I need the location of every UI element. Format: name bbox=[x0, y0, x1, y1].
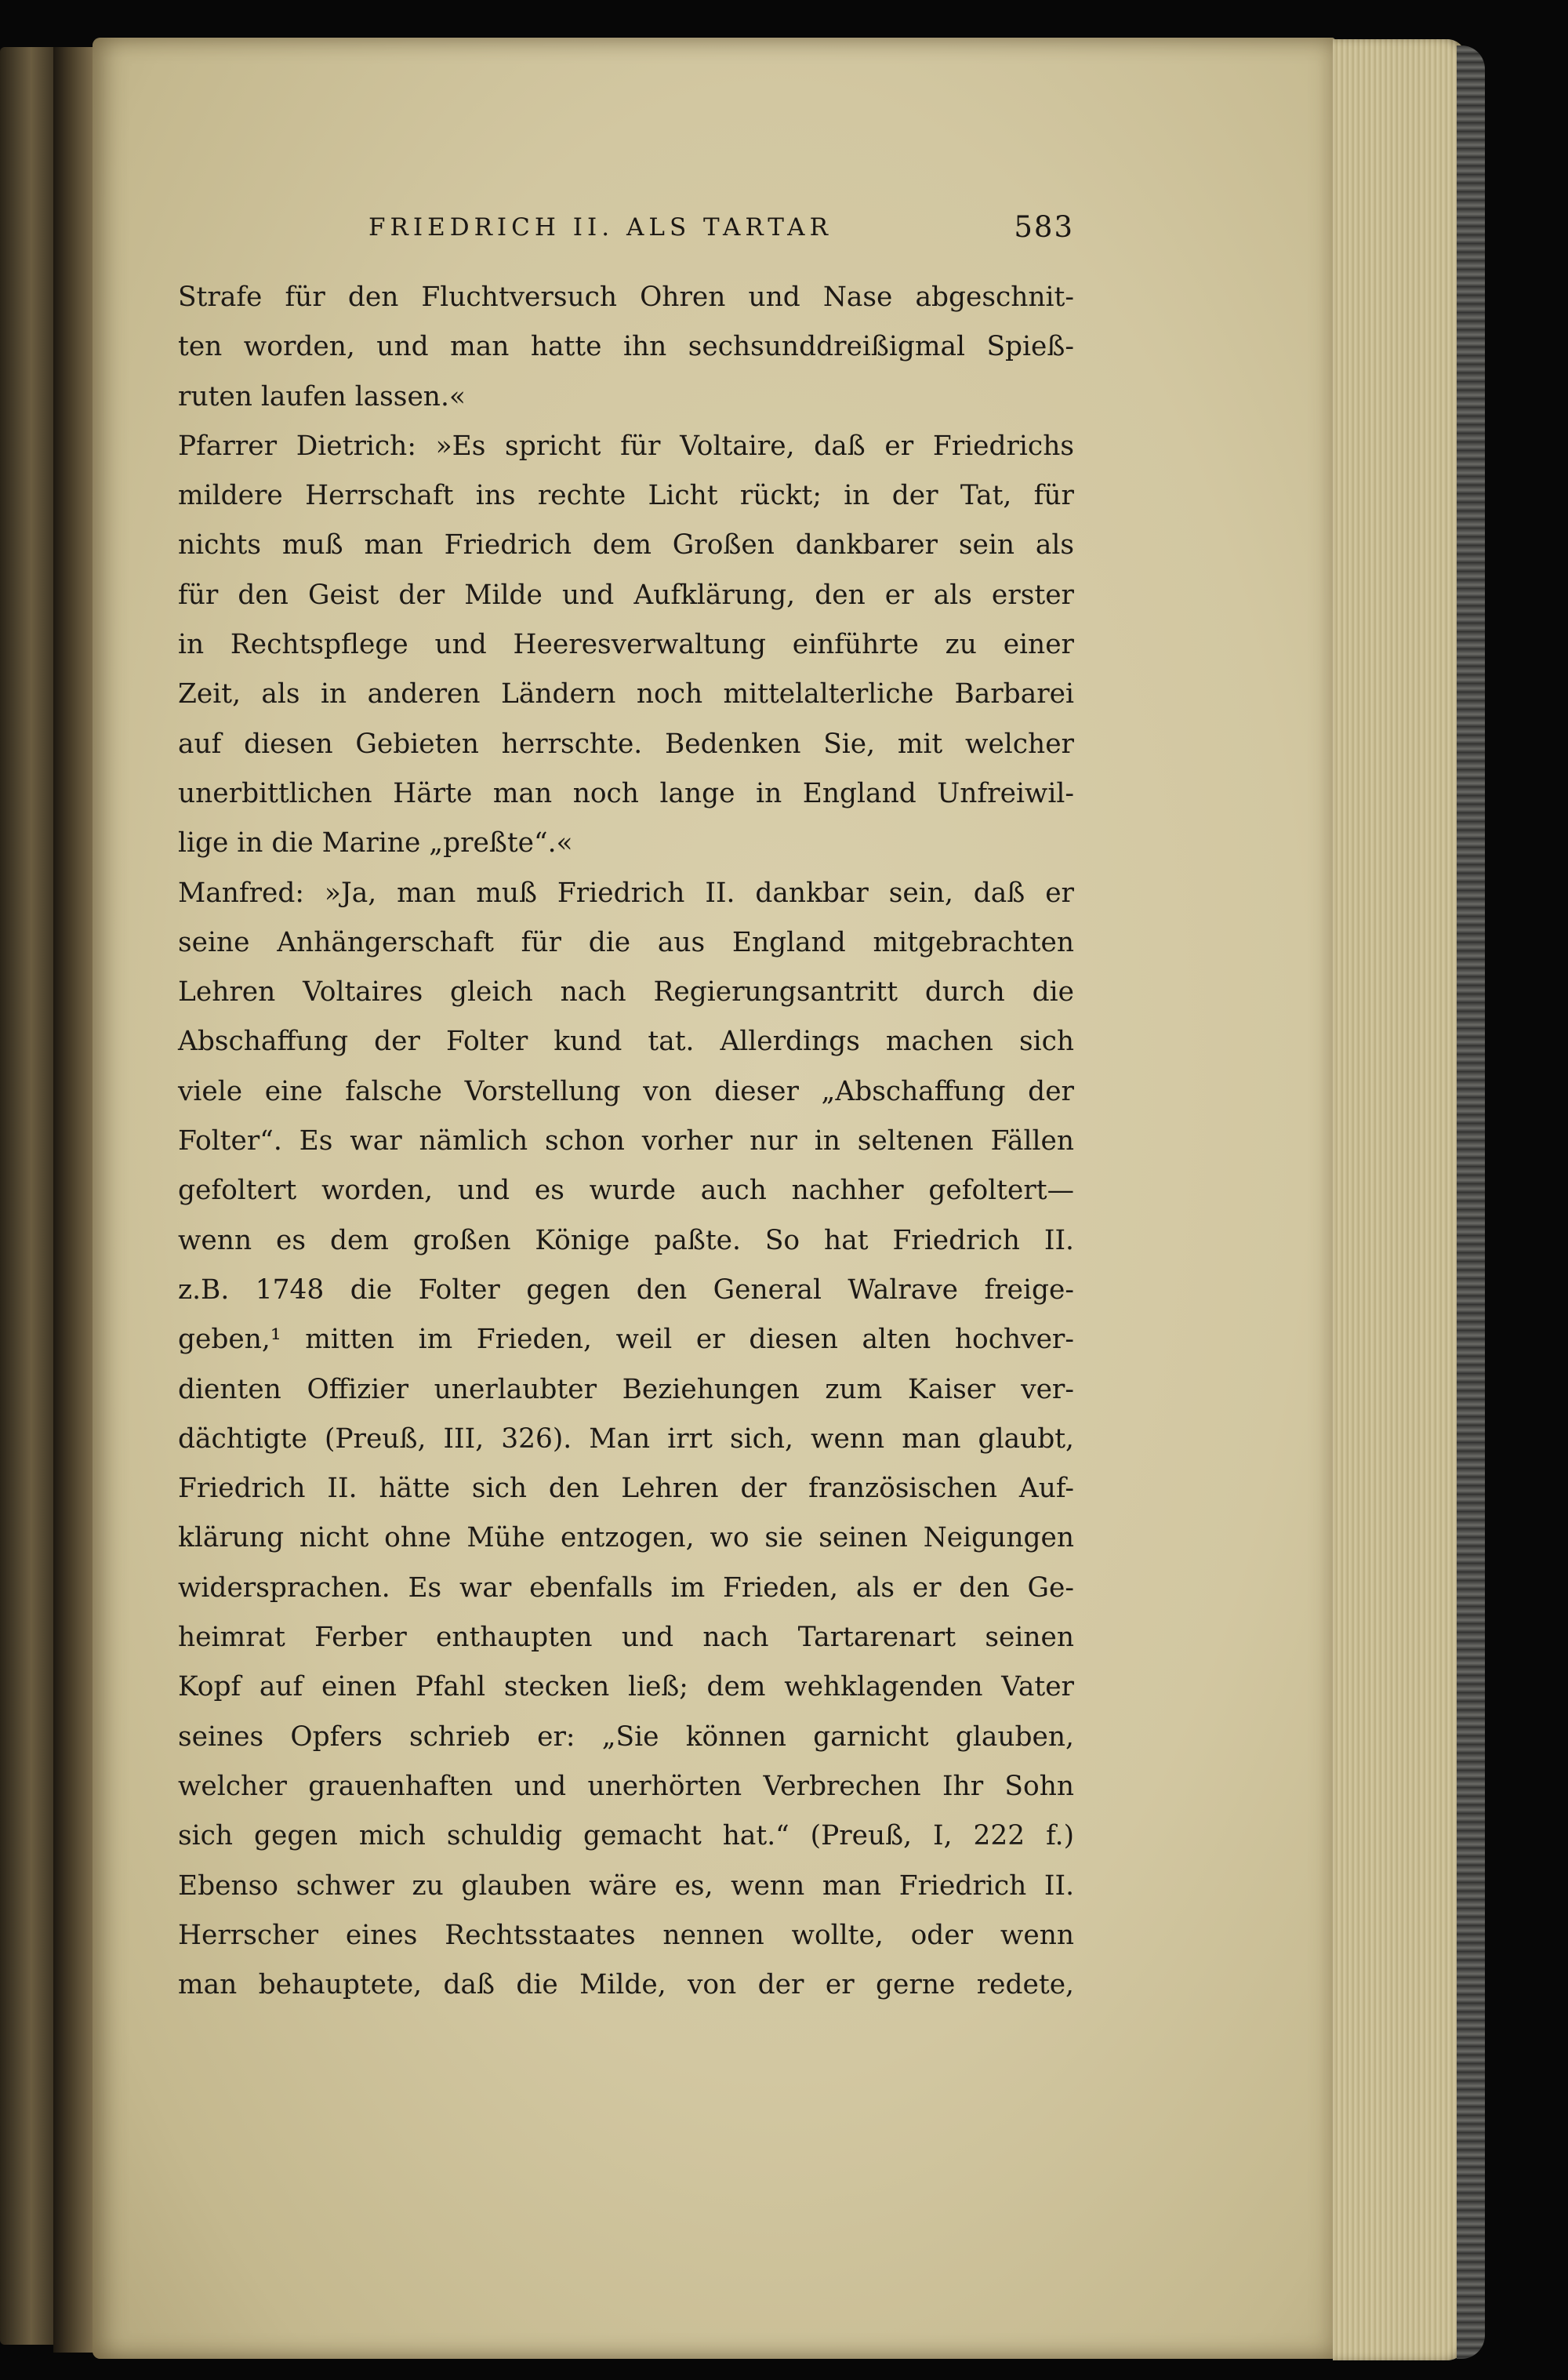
text-line: in Rechtspflege und Heeresverwaltung einführte zu einer bbox=[178, 629, 1074, 661]
text-line: für den Geist der Milde und Aufklärung, den er als erster bbox=[178, 579, 1074, 611]
book-cover-edge bbox=[1457, 45, 1485, 2359]
running-head bbox=[368, 210, 1074, 260]
text-line: heimrat Ferber enthaupten und nach Tartarenart seinen bbox=[178, 1622, 1074, 1654]
text-line: widersprachen. Es war ebenfalls im Frieden, als er den Ge- bbox=[178, 1572, 1074, 1604]
text-line: viele eine falsche Vorstellung von dieser „Abschaffung der bbox=[178, 1075, 1074, 1107]
text-line: mildere Herrschaft ins rechte Licht rückt; in der Tat, für bbox=[178, 480, 1074, 512]
text-line: man behauptete, daß die Milde, von der er gerne redete, bbox=[178, 1969, 1074, 2001]
text-line: dienten Offizier unerlaubter Beziehungen zum Kaiser ver- bbox=[178, 1373, 1074, 1405]
text-line: z.B. 1748 die Folter gegen den General Walrave freige- bbox=[178, 1274, 1074, 1306]
text-line: klärung nicht ohne Mühe entzogen, wo sie seinen Neigungen bbox=[178, 1522, 1074, 1554]
running-head-title: FRIEDRICH II. ALS TARTAR bbox=[368, 213, 833, 242]
text-line: dächtigte (Preuß, III, 326). Man irrt sich, wenn man glaubt, bbox=[178, 1423, 1074, 1455]
text-line: lige in die Marine „preßte“.« bbox=[178, 827, 573, 859]
text-line: Kopf auf einen Pfahl stecken ließ; dem wehklagenden Vater bbox=[178, 1671, 1074, 1703]
text-line: Zeit, als in anderen Ländern noch mittelalterliche Barbarei bbox=[178, 678, 1074, 710]
text-line: Abschaffung der Folter kund tat. Allerdings machen sich bbox=[178, 1026, 1074, 1058]
text-line: Ebenso schwer zu glauben wäre es, wenn man Friedrich II. bbox=[178, 1869, 1074, 1902]
text-line: welcher grauenhaften und unerhörten Verbrechen Ihr Sohn bbox=[178, 1770, 1074, 1802]
text-line: Friedrich II. hätte sich den Lehren der französischen Auf- bbox=[178, 1473, 1074, 1505]
text-line: Herrscher eines Rechtsstaates nennen wollte, oder wenn bbox=[178, 1919, 1074, 1951]
text-line: wenn es dem großen Könige paßte. So hat Friedrich II. bbox=[178, 1224, 1074, 1256]
previous-page-edge bbox=[0, 47, 56, 2345]
body-text bbox=[178, 273, 1074, 2010]
page-number: 583 bbox=[1014, 210, 1074, 244]
text-line: unerbittlichen Härte man noch lange in England Unfreiwil- bbox=[178, 777, 1074, 809]
text-line: gefoltert worden, und es wurde auch nachher gefoltert— bbox=[178, 1175, 1074, 1207]
text-line: Manfred: »Ja, man muß Friedrich II. dankbar sein, daß er bbox=[178, 877, 1074, 909]
text-line: Pfarrer Dietrich: »Es spricht für Voltaire, daß er Friedrichs bbox=[178, 430, 1074, 462]
text-line: ruten laufen lassen.« bbox=[178, 380, 466, 412]
text-line: Lehren Voltaires gleich nach Regierungsantritt durch die bbox=[178, 976, 1074, 1008]
text-line: ten worden, und man hatte ihn sechsunddreißigmal Spieß- bbox=[178, 331, 1074, 363]
text-line: Folter“. Es war nämlich schon vorher nur in seltenen Fällen bbox=[178, 1125, 1074, 1157]
text-line: geben,¹ mitten im Frieden, weil er diesen alten hochver- bbox=[178, 1324, 1074, 1356]
text-line: auf diesen Gebieten herrschte. Bedenken Sie, mit welcher bbox=[178, 728, 1074, 760]
text-line: nichts muß man Friedrich dem Großen dankbarer sein als bbox=[178, 529, 1074, 561]
page-block-edge bbox=[1333, 39, 1466, 2360]
text-line: seine Anhängerschaft für die aus England mitgebrachten bbox=[178, 926, 1074, 958]
text-line: seines Opfers schrieb er: „Sie können garnicht glauben, bbox=[178, 1721, 1074, 1753]
text-line: sich gegen mich schuldig gemacht hat.“ (Preuß, I, 222 f.) bbox=[178, 1820, 1074, 1852]
text-line: Strafe für den Fluchtversuch Ohren und Nase abgeschnit- bbox=[178, 282, 1074, 313]
